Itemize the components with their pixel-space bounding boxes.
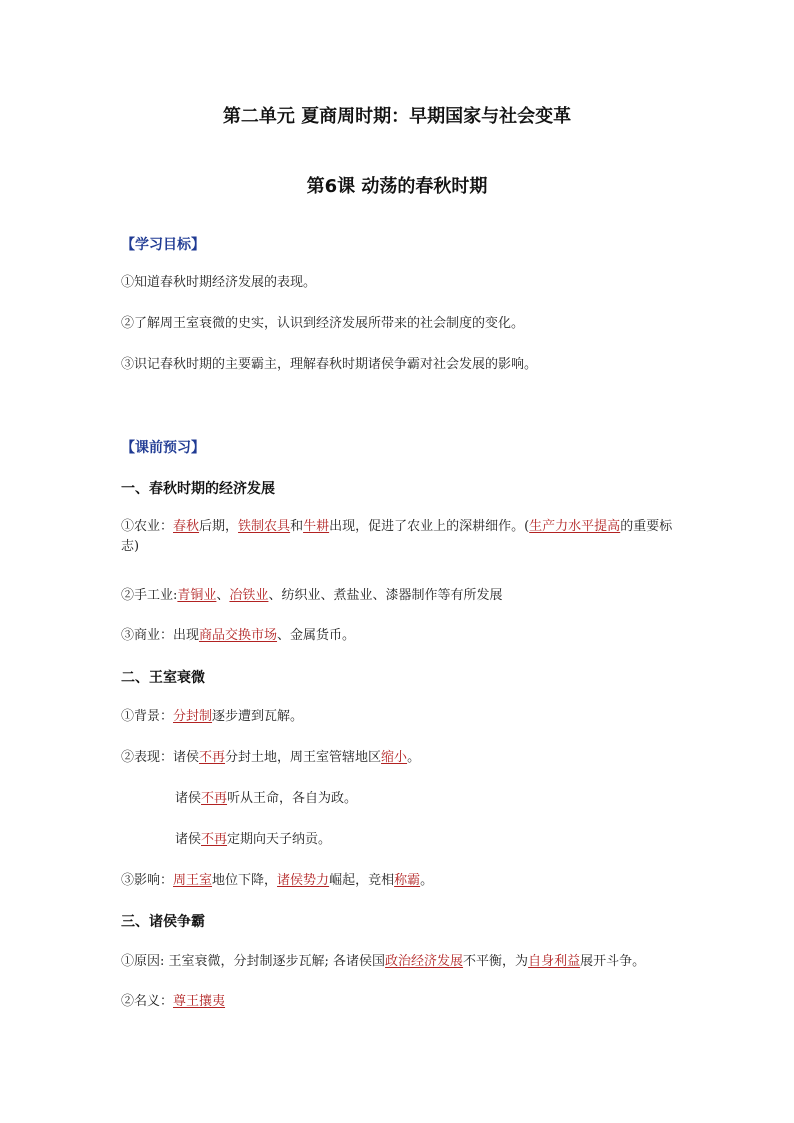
heading-hegemony: 三、诸侯争霸 (121, 914, 205, 930)
blank-answer: 冶铁业 (229, 588, 269, 603)
blank-answer: 不再 (199, 750, 226, 765)
commerce-line: ③商业：出现商品交换市场、金属货币。 (121, 628, 356, 643)
manifestation-line-3: 诸侯不再定期向天子纳贡。 (175, 832, 332, 847)
impact-line: ③影响：周王室地位下降，诸侯势力崛起，竞相称霸。 (121, 873, 434, 888)
objective-item-2: ②了解周王室衰微的史实，认识到经济发展所带来的社会制度的变化。 (121, 316, 525, 331)
blank-answer: 青铜业 (177, 588, 217, 603)
manifestation-line-1: ②表现：诸侯不再分封土地，周王室管辖地区缩小。 (121, 750, 421, 765)
blank-answer: 生产力水平提高 (529, 519, 621, 534)
blank-answer: 称霸 (394, 873, 421, 888)
unit-title: 第二单元 夏商周时期：早期国家与社会变革 (222, 106, 572, 127)
blank-answer: 政治经济发展 (385, 954, 464, 969)
blank-answer: 不再 (201, 791, 228, 806)
objective-item-1: ①知道春秋时期经济发展的表现。 (121, 275, 317, 290)
blank-answer: 牛耕 (303, 519, 330, 534)
blank-answer: 不再 (201, 832, 228, 847)
blank-answer: 春秋 (173, 519, 200, 534)
blank-answer: 自身利益 (528, 954, 581, 969)
lesson-title: 第6课 动荡的春秋时期 (306, 176, 488, 197)
objectives-tag: 【学习目标】 (121, 237, 205, 253)
manifestation-line-2: 诸侯不再听从王命，各自为政。 (175, 791, 358, 806)
blank-answer: 尊王攘夷 (173, 994, 226, 1009)
heading-economy: 一、春秋时期的经济发展 (121, 481, 275, 497)
blank-answer: 铁制农具 (238, 519, 291, 534)
blank-answer: 周王室 (173, 873, 213, 888)
cause-line: ①原因: 王室衰微，分封制逐步瓦解; 各诸侯国政治经济发展不平衡，为自身利益展开斗争。 (121, 954, 646, 969)
blank-answer: 缩小 (381, 750, 408, 765)
blank-answer: 分封制 (173, 709, 213, 724)
blank-answer: 诸侯势力 (277, 873, 330, 888)
blank-answer: 商品交换市场 (199, 628, 278, 643)
preview-tag: 【课前预习】 (121, 440, 205, 456)
heading-royal-decline: 二、王室衰微 (121, 670, 205, 686)
slogan-line: ②名义：尊王攘夷 (121, 994, 226, 1009)
handicraft-line: ②手工业:青铜业、冶铁业、纺织业、煮盐业、漆器制作等有所发展 (121, 588, 503, 603)
background-line: ①背景：分封制逐步遭到瓦解。 (121, 709, 304, 724)
agriculture-line: ①农业：春秋后期，铁制农具和牛耕出现，促进了农业上的深耕细作。(生产力水平提高的重要标志) (121, 519, 673, 554)
objective-item-3: ③识记春秋时期的主要霸主，理解春秋时期诸侯争霸对社会发展的影响。 (121, 357, 538, 372)
